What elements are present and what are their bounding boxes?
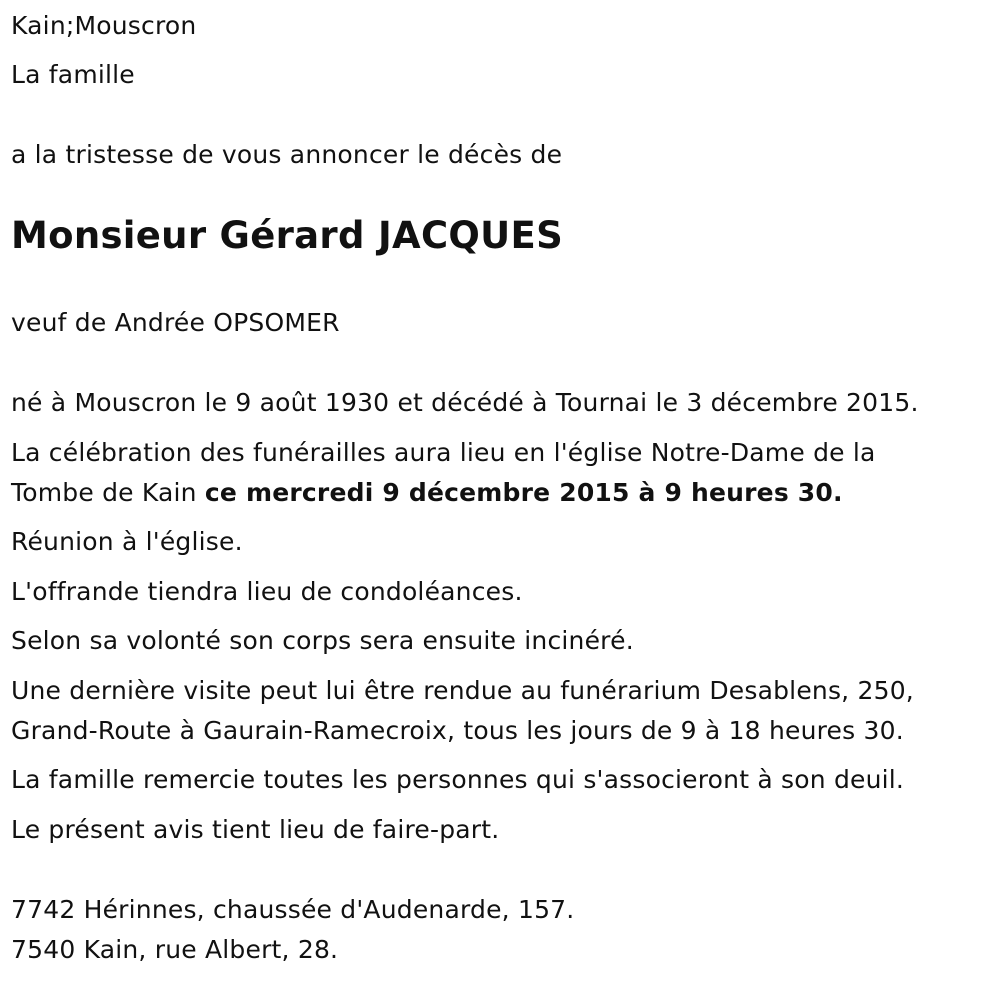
ceremony-line-1: La célébration des funérailles aura lieu en l'église Notre-Dame de la bbox=[11, 438, 876, 467]
ceremony-place-text: Tombe de Kain bbox=[11, 478, 205, 507]
thanks-line: La famille remercie toutes les personnes qui s'associeront à son deuil. bbox=[11, 765, 905, 794]
birth-death-line: né à Mouscron le 9 août 1930 et décédé à Tournai le 3 décembre 2015. bbox=[11, 388, 919, 417]
announcement-line: a la tristesse de vous annoncer le décès de bbox=[11, 140, 563, 169]
offering-line: L'offrande tiendra lieu de condoléances. bbox=[11, 577, 523, 606]
ceremony-line-2 bbox=[11, 473, 843, 513]
visit-line-2: Grand-Route à Gaurain-Ramecroix, tous les jours de 9 à 18 heures 30. bbox=[11, 716, 904, 745]
family-line: La famille bbox=[11, 60, 135, 89]
notice-line: Le présent avis tient lieu de faire-part. bbox=[11, 815, 500, 844]
address-line-2: 7540 Kain, rue Albert, 28. bbox=[11, 935, 339, 964]
location-line: Kain;Mouscron bbox=[11, 11, 197, 40]
cremation-line: Selon sa volonté son corps sera ensuite incinéré. bbox=[11, 626, 634, 655]
widower-line: veuf de Andrée OPSOMER bbox=[11, 308, 340, 337]
address-line-1: 7742 Hérinnes, chaussée d'Audenarde, 157. bbox=[11, 895, 575, 924]
ceremony-date-time: ce mercredi 9 décembre 2015 à 9 heures 30. bbox=[204, 478, 843, 507]
deceased-name: Monsieur Gérard JACQUES bbox=[11, 214, 564, 257]
meeting-line: Réunion à l'église. bbox=[11, 527, 243, 556]
visit-line-1: Une dernière visite peut lui être rendue au funérarium Desablens, 250, bbox=[11, 676, 914, 705]
